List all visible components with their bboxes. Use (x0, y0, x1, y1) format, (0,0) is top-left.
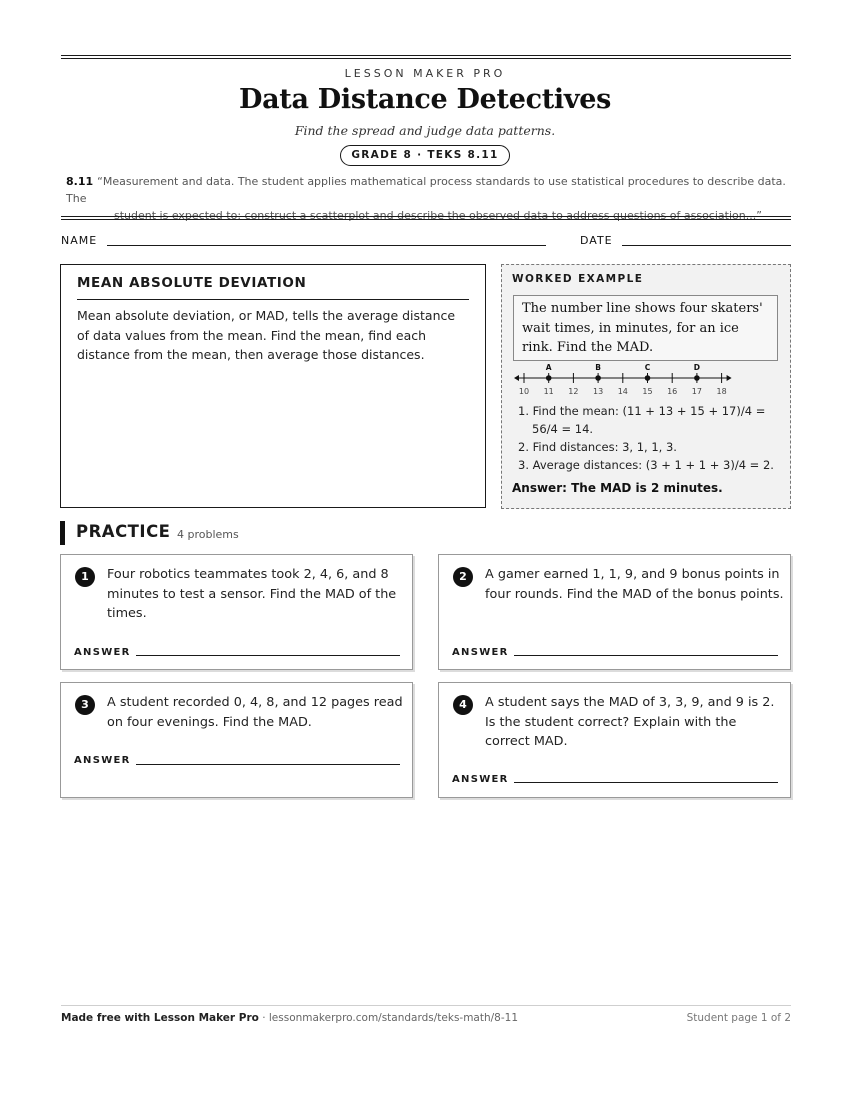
step-1-continued: 56/4 = 14. (532, 422, 594, 436)
worked-example-box (501, 264, 791, 509)
number-line-point-label: A (545, 363, 552, 372)
problem-text-1: Four robotics teammates took 2, 4, 6, and 8 minutes to test a sensor. Find the MAD of the times. (107, 567, 397, 621)
standard-code: 8.11 (66, 175, 94, 188)
problem-text-4: A student says the MAD of 3, 3, 9, and 9 is 2. Is the student correct? Explain with the correct MAD. (485, 695, 775, 749)
problem-card-3 (60, 682, 413, 798)
answer-label-4: ANSWER (452, 774, 509, 785)
number-line-left-arrow (514, 375, 519, 381)
answer-field-3[interactable] (136, 764, 400, 765)
number-line-point-label: D (693, 363, 701, 372)
problem-card-2 (438, 554, 791, 670)
worked-example-steps (518, 402, 780, 474)
problem-text-2: A gamer earned 1, 1, 9, and 9 bonus points in four rounds. Find the MAD of the bonus points. (485, 567, 784, 602)
standard-text-line1: “Measurement and data. The student applies mathematical process standards to use statistical procedures to describe data. The (66, 175, 786, 205)
number-line-point (546, 375, 552, 381)
footer-url[interactable]: lessonmakerpro.com/standards/teks-math/8-11 (268, 1012, 519, 1024)
answer-label-3: ANSWER (74, 755, 131, 766)
brand-name: LESSON MAKER PRO (344, 67, 506, 80)
standard-text-line2: student is expected to: construct a scatterplot and describe the observed data to address questions of association...” (114, 209, 762, 222)
problem-card-4 (438, 682, 791, 798)
number-line-tick-label: 15 (642, 387, 653, 396)
problem-number-1: 1 (75, 567, 95, 587)
answer-field-1[interactable] (136, 655, 400, 656)
date-field[interactable] (622, 245, 791, 246)
mad-definition-box (60, 264, 486, 508)
number-line-tick-label: 18 (716, 387, 727, 396)
step-1: 1. Find the mean: (11 + 13 + 15 + 17)/4 = (518, 404, 766, 418)
footer-page-number: Student page 1 of 2 (686, 1012, 791, 1024)
footer-credit (61, 1012, 518, 1024)
worked-example-answer: Answer: The MAD is 2 minutes. (512, 481, 723, 495)
practice-count: 4 problems (177, 528, 239, 541)
number-line-tick-label: 10 (518, 387, 530, 396)
mad-definition-text: Mean absolute deviation, or MAD, tells the average distance of data values from the mean. Find the mean, find each distance from the mean, then average those distances. (77, 308, 456, 362)
number-line-point-label: C (644, 363, 651, 372)
problem-number-4: 4 (453, 695, 473, 715)
date-label: DATE (580, 234, 613, 247)
problem-number-2: 2 (453, 567, 473, 587)
number-line-right-arrow (727, 375, 732, 381)
footer-separator: · (258, 1012, 269, 1024)
mad-title: MEAN ABSOLUTE DEVIATION (77, 275, 307, 291)
answer-field-2[interactable] (514, 655, 778, 656)
answer-label-2: ANSWER (452, 647, 509, 658)
number-line (510, 363, 740, 399)
step-2: 2. Find distances: 3, 1, 1, 3. (518, 440, 677, 454)
number-line-tick-label: 13 (593, 387, 604, 396)
top-double-rule (61, 55, 791, 59)
problem-number-3: 3 (75, 695, 95, 715)
practice-title: PRACTICE (76, 522, 171, 541)
answer-label-1: ANSWER (74, 647, 131, 658)
problem-text-3: A student recorded 0, 4, 8, and 12 pages read on four evenings. Find the MAD. (107, 695, 403, 730)
page-title: Data Distance Detectives (238, 84, 612, 115)
worked-example-title: WORKED EXAMPLE (512, 273, 644, 285)
number-line-point-label: B (595, 363, 601, 372)
page-subtitle: Find the spread and judge data patterns. (294, 123, 556, 138)
number-line-point (694, 375, 700, 381)
name-field[interactable] (107, 245, 546, 246)
number-line-point (595, 375, 601, 381)
practice-accent-bar (60, 521, 65, 545)
step-3: 3. Average distances: (3 + 1 + 1 + 3)/4 = 2. (518, 458, 774, 472)
mad-title-rule (77, 299, 469, 300)
worked-example-problem: The number line shows four skaters' wait times, in minutes, for an ice rink. Find the MAD. (513, 295, 778, 361)
number-line-tick-label: 16 (667, 387, 678, 396)
answer-field-4[interactable] (514, 782, 778, 783)
number-line-tick-label: 17 (691, 387, 702, 396)
number-line-tick-label: 11 (543, 387, 554, 396)
number-line-tick-label: 12 (568, 387, 579, 396)
footer-rule (61, 1005, 791, 1006)
number-line-point (645, 375, 651, 381)
grade-badge: GRADE 8 · TEKS 8.11 (340, 145, 510, 166)
header-bottom-double-rule (61, 216, 791, 220)
number-line-tick-label: 14 (617, 387, 628, 396)
name-label: NAME (61, 234, 98, 247)
problem-card-1 (60, 554, 413, 670)
footer-made-with: Made free with Lesson Maker Pro (61, 1012, 259, 1024)
